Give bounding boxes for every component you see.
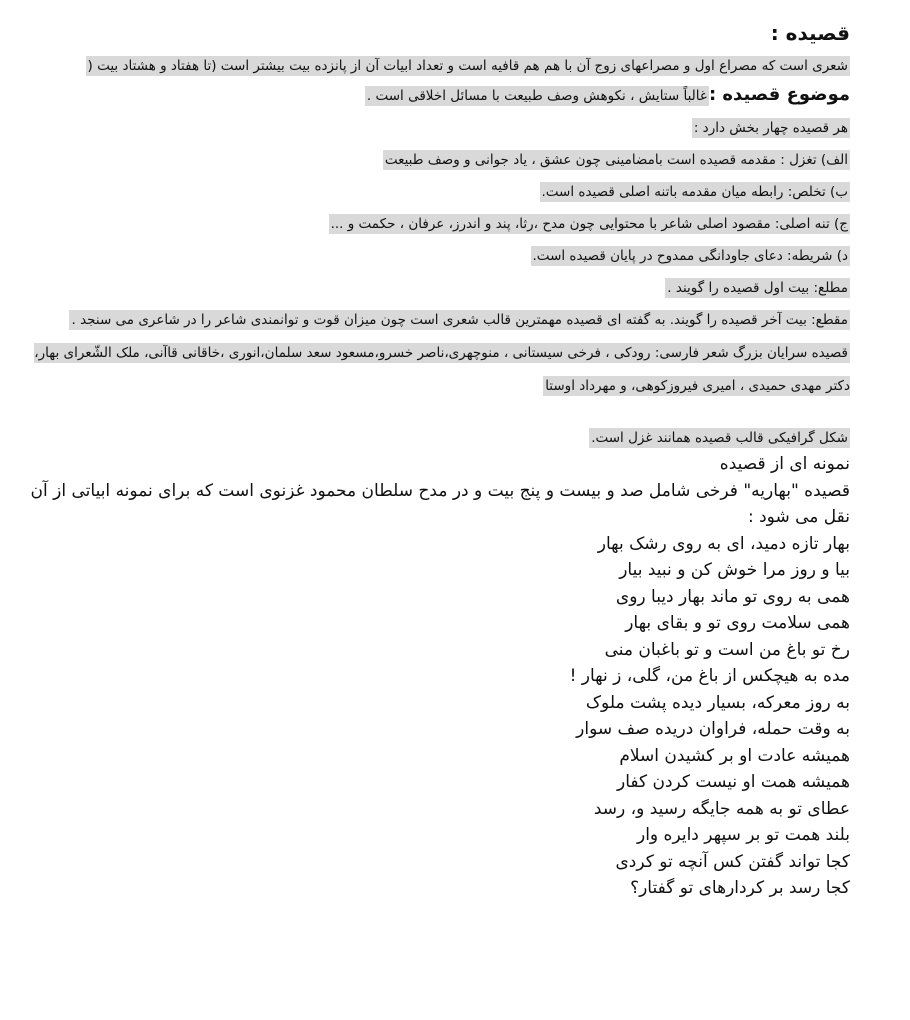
verse-line: به وقت حمله، فراوان دریده صف سوار [576, 719, 850, 739]
verse-line: بهار تازه دمید، ای به روی رشک بهار [597, 533, 850, 554]
part-item: ب) تخلص: رابطه میان مقدمه باتنه اصلی قصیده است. [541, 184, 848, 200]
subject-text: غالباً ستایش ، نکوهش وصف طبیعت با مسائل اخلاقی است . [366, 88, 707, 104]
poets-paragraph: قصیده سرایان بزرگ شعر فارسی: رودکی ، فرخی سیستانی ، منوچهری،ناصر خسرو،مسعود سعد سلمان،انوری ،خاقانی قاآنی، ملک الشّعرای بهار، دکتر مهدی حمیدی ، امیری فیروزکوهی، و مهرداد اوستا [34, 345, 850, 394]
subject-paragraph [30, 79, 850, 112]
part-item: د) شریطه: دعای جاودانگی ممدوح در پایان قصیده است. [532, 248, 848, 264]
verse-line: همیشه همت او نیست کردن کفار [617, 772, 850, 792]
verse-list [30, 531, 850, 902]
verse-line: مده به هیچکس از باغ من، گلی، ز نهار ! [569, 666, 850, 686]
example-title: نمونه ای از قصیده [719, 454, 850, 474]
parts-intro: هر قصیده چهار بخش دارد : [693, 120, 848, 136]
verse-line: عطای تو به همه جایگه رسید و، رسد [593, 798, 850, 819]
verse-line: همی به روی تو ماند بهار دیبا روی [615, 586, 850, 607]
example-intro: قصیده "بهاریه" فرخی شامل صد و بیست و پنج بیت و در مدح سلطان محمود غزنوی است که برای نمونه ابیاتی از آن نقل می شود : [30, 480, 850, 527]
verse-line: همی سلامت روی تو و بقای بهار [625, 613, 850, 633]
verse-line: کجا رسد بر کردارهای تو گفتار؟ [630, 878, 850, 898]
verse-line: کجا تواند گفتن کس آنچه تو کردی [615, 851, 850, 872]
shape-line: شکل گرافیکی قالب قصیده همانند غزل است. [591, 430, 848, 446]
document-page [30, 14, 850, 902]
verse-line: به روز معرکه، بسیار دیده پشت ملوک [585, 692, 850, 713]
definition-text: شعری است که مصراع اول و مصراعهای زوج آن با هم هم قافیه است و تعداد ابیات آن از پانزده بیت بیشتر است (تا هفتاد و هشتاد بیت ( [87, 58, 848, 74]
part-item: الف) تغزل : مقدمه قصیده است بامضامینی چون عشق ، یاد جوانی و وصف طبیعت [384, 152, 848, 168]
verse-line: همیشه عادت او بر کشیدن اسلام [619, 745, 850, 766]
maqta-paragraph: مقطع: بیت آخر قصیده را گویند. به گفته ای قصیده مهمترین قالب شعری است چون میزان قوت و توانمندی شاعر را در شاعری می سنجد . [71, 312, 848, 328]
verse-line: بیا و روز مرا خوش کن و نبید بیار [619, 560, 850, 580]
part-item: ج) تنه اصلی: مقصود اصلی شاعر با محتوایی چون مدح ،رثا، پند و اندرز، عرفان ، حکمت و ... [330, 216, 848, 232]
matla-line: مطلع: بیت اول قصیده را گویند . [667, 280, 848, 296]
spacer [30, 403, 850, 425]
verse-line: بلند همت تو بر سپهر دایره وار [637, 825, 850, 845]
section-heading: قصیده : [770, 21, 850, 45]
verse-line: رخ تو باغ من است و تو باغبان منی [604, 639, 850, 660]
subject-label: موضوع قصیده : [708, 84, 850, 105]
